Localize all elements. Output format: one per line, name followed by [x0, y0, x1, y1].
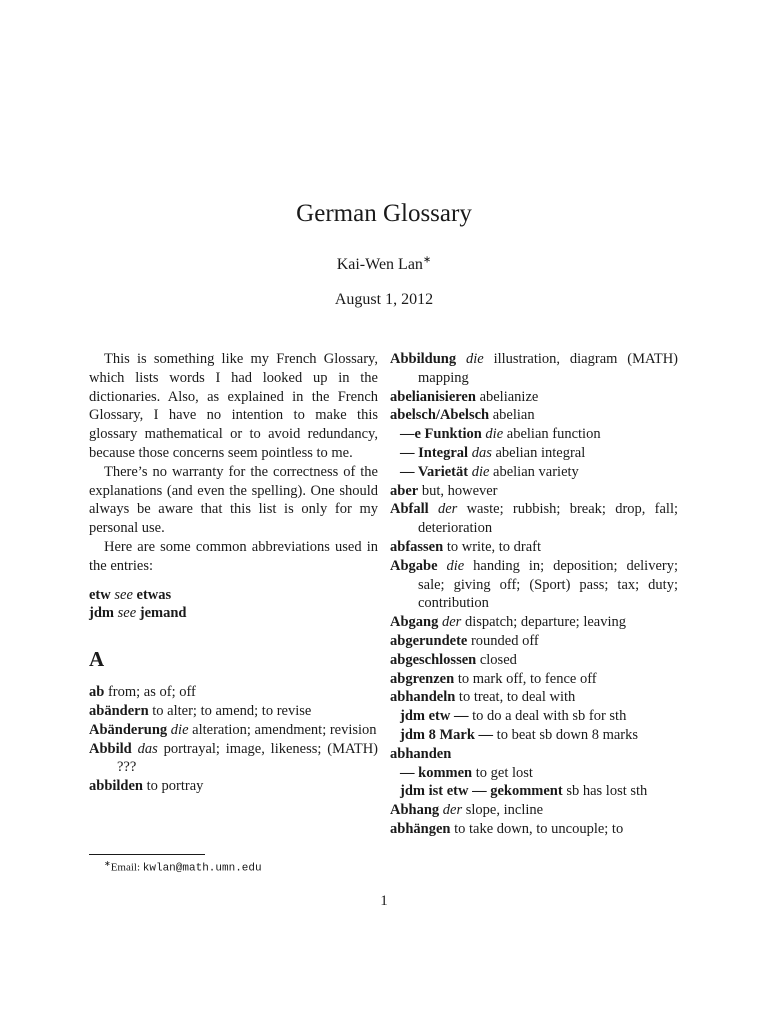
entry-headword: jdm etw —	[400, 708, 469, 725]
entries-left	[89, 683, 378, 796]
footnote	[104, 857, 262, 876]
entry-headword: Abbild	[89, 740, 132, 757]
abbreviation-entry	[89, 604, 378, 623]
author	[0, 255, 768, 275]
entry-definition: abelian	[492, 407, 535, 424]
section-heading-a: A	[89, 647, 105, 672]
glossary-entry	[89, 702, 378, 721]
entry-definition: sb has lost sth	[566, 783, 648, 800]
entry-headword: Abänderung	[89, 721, 168, 738]
glossary-entry	[390, 670, 678, 689]
entry-gender: die	[465, 351, 484, 367]
author-name: Kai-Wen Lan	[336, 256, 423, 273]
abbreviation-see: see	[114, 586, 133, 603]
entry-headword: jdm 8 Mark —	[400, 726, 494, 743]
entry-headword: Abgang	[390, 614, 439, 631]
entry-headword: Abfall	[390, 501, 429, 518]
entry-gender: die	[170, 721, 189, 738]
entry-headword: abhanden	[390, 745, 452, 762]
entry-gender: der	[442, 802, 463, 819]
entry-headword: jdm ist etw — gekomment	[400, 783, 563, 800]
glossary-entry	[89, 740, 378, 778]
entry-definition: abelianize	[479, 388, 539, 405]
entry-definition: to beat sb down 8 marks	[496, 726, 639, 743]
entry-headword: —e Funktion	[400, 426, 482, 443]
entry-headword: abhandeln	[390, 689, 456, 706]
entry-definition: to take down, to uncouple; to	[454, 820, 624, 837]
glossary-entry	[390, 406, 678, 425]
entry-definition: handing in; deposition; delivery; sale; giving off; (Sport) pass; tax; duty; contribution	[418, 557, 679, 612]
entry-gender: die	[471, 463, 490, 480]
right-column	[390, 350, 678, 839]
glossary-entry	[390, 632, 678, 651]
glossary-subentry	[390, 782, 678, 801]
entry-definition: from; as of; off	[107, 684, 196, 701]
entry-headword: — Varietät	[400, 463, 469, 480]
entry-definition: to do a deal with sb for sth	[472, 708, 627, 725]
abbreviation-target: jemand	[139, 605, 187, 622]
glossary-entry	[390, 651, 678, 670]
footnote-rule	[89, 854, 205, 855]
entry-definition: dispatch; departure; leaving	[464, 614, 627, 631]
entry-gender: das	[137, 740, 158, 757]
entry-headword: abgerundete	[390, 632, 468, 649]
entry-definition: to portray	[146, 778, 204, 795]
entry-headword: abgrenzen	[390, 670, 455, 687]
abbreviation-see: see	[117, 605, 137, 622]
entry-definition: abelian variety	[493, 463, 579, 480]
entry-definition: but, however	[421, 482, 498, 499]
entry-gender: der	[437, 501, 458, 518]
glossary-entry	[89, 721, 378, 740]
intro-paragraph-1: This is something like my French Glossary, which lists words I had looked up in the dictionaries. Also, as explained in the French Glossary, I have no intention to make this glossary mathematical or to avoid redundancy, because those concerns seem pointless to me.	[89, 351, 378, 461]
glossary-entry	[390, 801, 678, 820]
entry-definition: waste; rubbish; break; drop, fall; deterioration	[418, 501, 679, 537]
glossary-entry	[390, 482, 678, 501]
entry-definition: illustration, diagram (MATH) mapping	[418, 351, 679, 386]
glossary-subentry	[390, 425, 678, 444]
entry-gender: die	[446, 557, 465, 574]
footnote-mark: ∗	[104, 859, 111, 868]
entry-definition: slope, incline	[465, 802, 544, 819]
glossary-entry	[89, 683, 378, 702]
entry-definition: to mark off, to fence off	[457, 670, 597, 687]
entry-definition: to treat, to deal with	[458, 689, 576, 706]
entry-definition: to write, to draft	[446, 538, 542, 555]
entry-definition: abelian integral	[495, 444, 586, 461]
glossary-subentry	[390, 764, 678, 783]
abbreviation-target: etwas	[136, 586, 172, 603]
glossary-entry	[390, 557, 678, 613]
glossary-subentry	[390, 726, 678, 745]
entry-definition: portrayal; image, likeness; (MATH) ???	[117, 740, 379, 776]
intro-paragraph-3: Here are some common abbreviations used in the entries:	[89, 538, 378, 574]
entry-headword: aber	[390, 482, 419, 499]
glossary-entry	[390, 688, 678, 707]
page-title: German Glossary	[296, 200, 472, 227]
intro-paragraph-2: There’s no warranty for the correctness of the explanations (and even the spelling). One should always be aware that this list is only for my personal use.	[89, 463, 378, 537]
left-column	[89, 350, 378, 796]
entry-headword: abelianisieren	[390, 388, 476, 405]
entry-gender: das	[471, 444, 492, 461]
glossary-entry	[390, 350, 678, 388]
date: August 1, 2012	[334, 291, 434, 308]
glossary-subentry	[390, 707, 678, 726]
entry-headword: ab	[89, 684, 105, 701]
entry-definition: closed	[479, 651, 517, 668]
abbreviation-entry	[89, 586, 378, 605]
entry-headword: abhängen	[390, 820, 451, 837]
glossary-entry	[390, 538, 678, 557]
entry-headword: Abhang	[390, 802, 440, 819]
glossary-entry	[390, 820, 678, 839]
entry-headword: abändern	[89, 702, 149, 719]
author-footnote-mark: ∗	[422, 254, 432, 266]
entry-headword: abgeschlossen	[390, 651, 477, 668]
entry-headword: abelsch/Abelsch	[390, 407, 490, 424]
entry-headword: Abbildung	[390, 351, 457, 367]
entry-definition: alteration; amendment; revision	[192, 721, 377, 738]
glossary-entry	[390, 500, 678, 538]
glossary-entry	[390, 745, 678, 764]
entry-definition: to alter; to amend; to revise	[152, 702, 312, 719]
entry-gender: der	[441, 614, 462, 631]
entry-headword: abbilden	[89, 778, 143, 795]
glossary-entry	[390, 388, 678, 407]
glossary-subentry	[390, 463, 678, 482]
entry-headword: abfassen	[390, 538, 444, 555]
entry-headword: Abgabe	[390, 557, 438, 574]
footnote-email: kwlan@math.umn.edu	[142, 862, 262, 875]
abbreviation-term: jdm	[89, 605, 114, 622]
entry-headword: — Integral	[400, 444, 469, 461]
glossary-entry	[89, 777, 378, 796]
entry-definition: to get lost	[475, 764, 533, 781]
footnote-label: Email:	[110, 861, 141, 874]
page-number: 1	[380, 893, 388, 909]
glossary-entry	[390, 613, 678, 632]
entry-definition: rounded off	[470, 632, 539, 649]
glossary-subentry	[390, 444, 678, 463]
entry-definition: abelian function	[506, 426, 601, 443]
abbreviation-term: etw	[89, 586, 111, 603]
entries-right	[390, 350, 678, 839]
entry-gender: die	[485, 426, 504, 443]
entry-headword: — kommen	[400, 764, 473, 781]
abbreviation-list	[89, 586, 378, 624]
